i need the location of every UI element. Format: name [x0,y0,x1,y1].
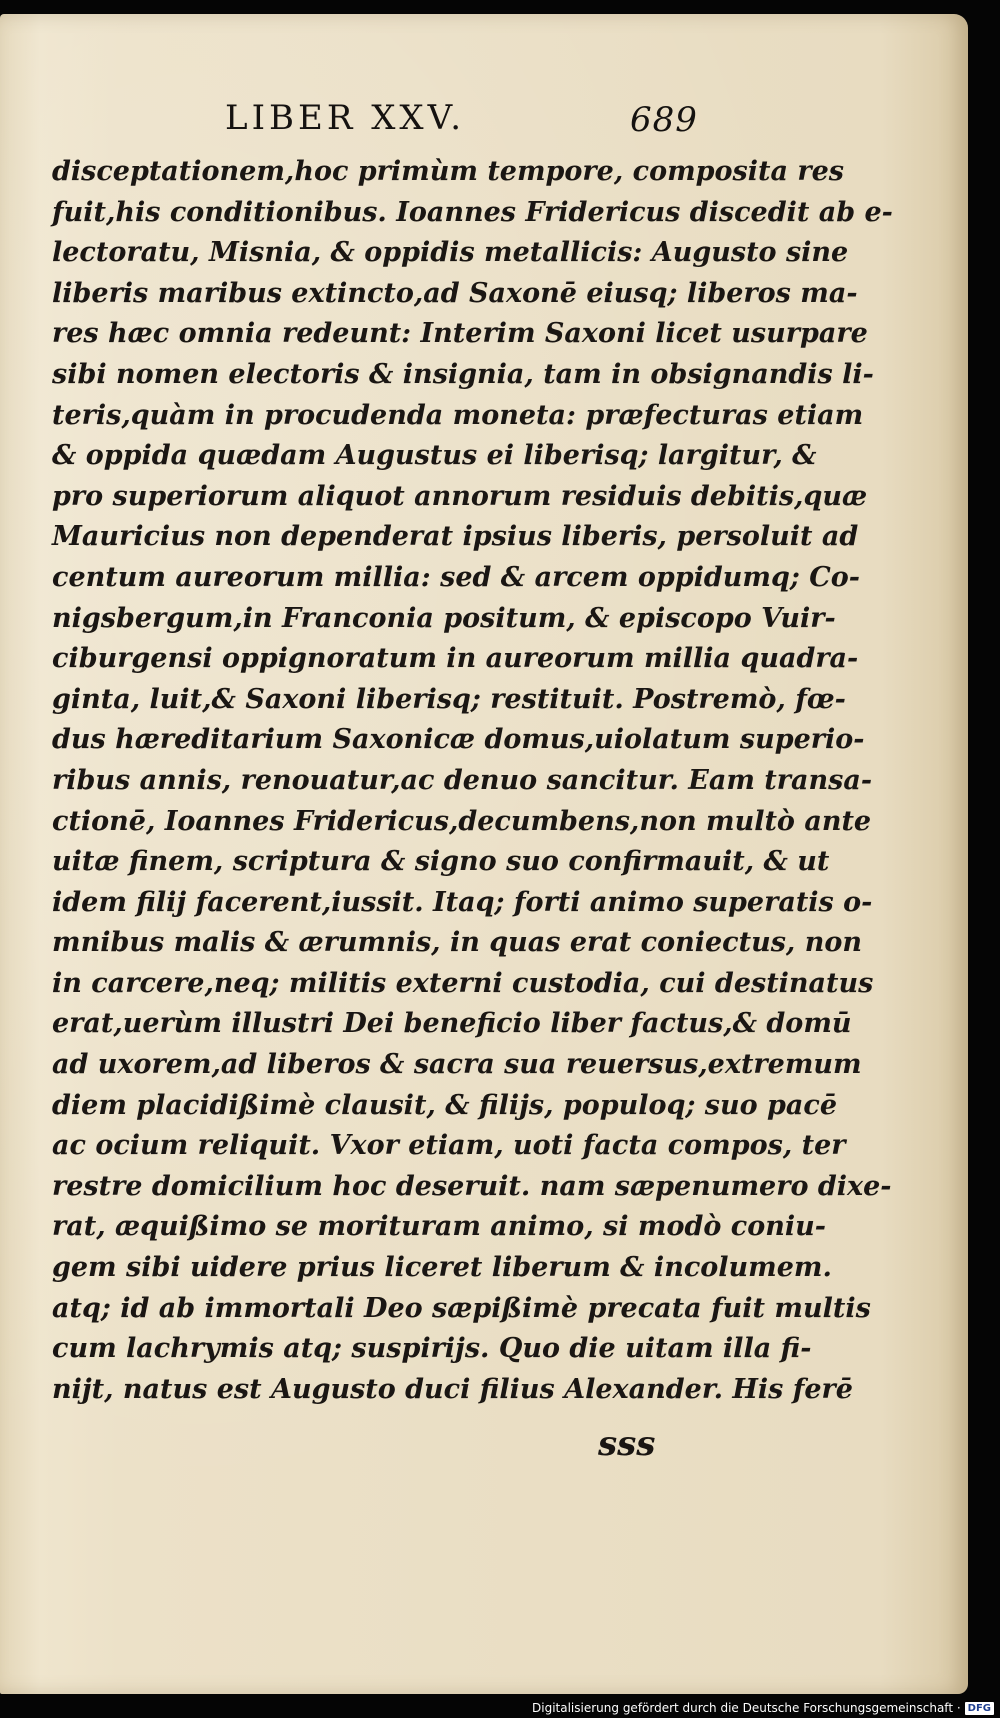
text-line: pro superiorum aliquot annorum residuis debitis,quæ [52,480,868,512]
text-line: restre domicilium hoc deseruit. nam sæpenumero dixe- [52,1170,892,1202]
text-line: ctionē, Ioannes Fridericus,decumbens,non multò ante [52,805,872,837]
text-line: dus hæreditarium Saxonicæ domus,uiolatum superio- [52,724,865,756]
text-line: Mauricius non dependerat ipsius liberis, persoluit ad [52,521,859,553]
text-line: sibi nomen electoris & insignia, tam in obsignandis li- [52,358,874,390]
text-line: ac ocium reliquit. Vxor etiam, uoti facta compos, ter [52,1130,846,1162]
text-line: atq; id ab immortali Deo sæpißimè precata fuit multis [52,1292,871,1324]
text-line: ad uxorem,ad liberos & sacra sua reuersus,extremum [52,1049,862,1081]
text-line: nigsbergum,in Franconia positum, & episcopo Vuir- [52,602,836,634]
text-line: nijt, natus est Augusto duci filius Alexander. His ferē [52,1373,853,1405]
dfg-logo: DFG [965,1702,994,1715]
text-line: lectoratu, Misnia, & oppidis metallicis: Augusto sine [52,237,849,269]
text-line: in carcere,neq; militis externi custodia, cui destinatus [52,967,874,999]
body-text [52,152,893,1410]
folio-number: 689 [630,100,698,140]
text-line: liberis maribus extincto,ad Saxonē eiusq; liberos ma- [52,277,858,309]
text-line: ribus annis, renouatur,ac denuo sancitur. Eam transa- [52,764,873,796]
text-line: res hæc omnia redeunt: Interim Saxoni licet usurpare [52,318,868,350]
running-header [225,98,698,140]
text-line: diem placidißimè clausit, & filijs, populoq; suo pacē [52,1089,838,1121]
text-line: ginta, luit,& Saxoni liberisq; restituit. Postremò, fœ- [52,683,846,715]
book-page [0,14,968,1694]
text-line: disceptationem,hoc primùm tempore, composita res [52,156,844,187]
text-line: mnibus malis & ærumnis, in quas erat coniectus, non [52,927,862,959]
running-title: LIBER XXV. [225,98,466,138]
digitization-credit [532,1701,994,1715]
text-line: rat, æquißimo se morituram animo, si modò coniu- [52,1211,826,1243]
text-line: gem sibi uidere prius liceret liberum & incolumem. [52,1252,832,1284]
text-line: erat,uerùm illustri Dei beneficio liber factus,& domū [52,1008,852,1040]
catchword: sss [598,1424,656,1464]
text-line: uitæ finem, scriptura & signo suo confirmauit, & ut [52,846,830,878]
text-line: teris,quàm in procudenda moneta: præfecturas etiam [52,399,864,431]
text-line: centum aureorum millia: sed & arcem oppidumq; Co- [52,561,860,593]
text-line: & oppida quædam Augustus ei liberisq; largitur, & [52,440,817,472]
text-line: fuit,his conditionibus. Ioannes Fridericus discedit ab e- [52,196,893,228]
credit-text: Digitalisierung gefördert durch die Deutsche Forschungsgemeinschaft · [532,1701,961,1715]
text-line: idem filij facerent,iussit. Itaq; forti animo superatis o- [52,886,873,918]
text-line: cum lachrymis atq; suspirijs. Quo die uitam illa fi- [52,1333,812,1365]
text-line: ciburgensi oppignoratum in aureorum millia quadra- [52,643,859,675]
